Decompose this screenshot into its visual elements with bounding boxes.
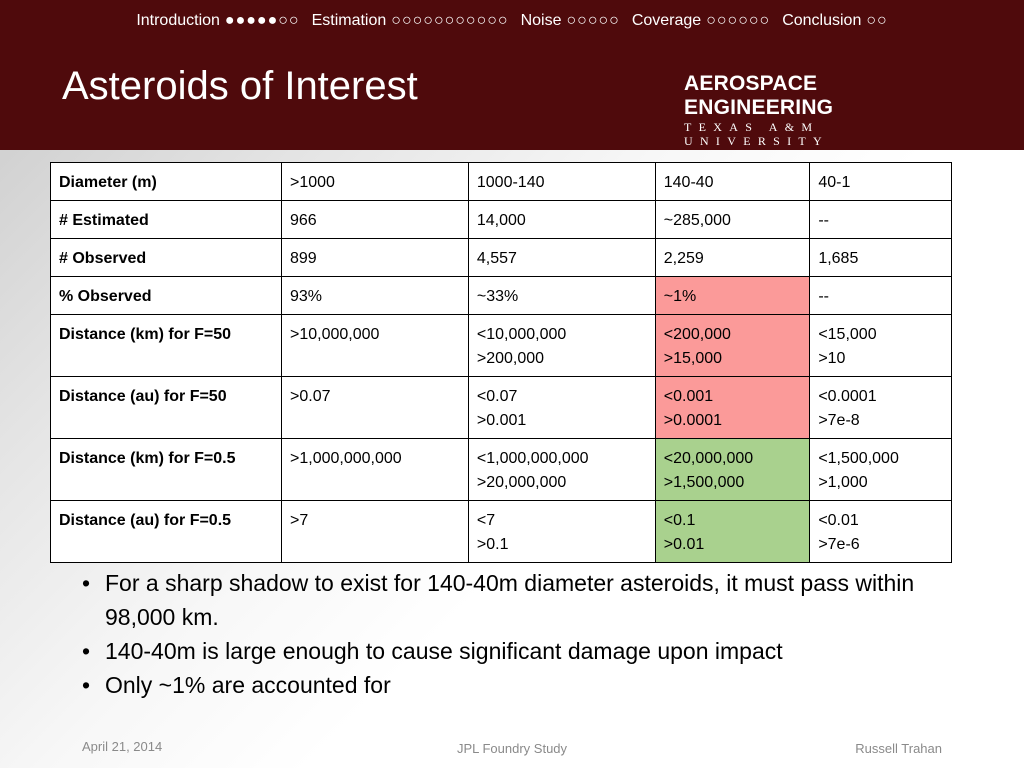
table-cell xyxy=(655,163,810,201)
table-cell xyxy=(655,501,810,563)
cell-value: >0.0001 xyxy=(663,412,723,429)
table-cell xyxy=(468,501,655,563)
table-cell xyxy=(810,277,952,315)
cell-value: >200,000 xyxy=(476,350,545,367)
cell-value: 140-40 xyxy=(663,174,714,191)
cell-value: >0.1 xyxy=(476,536,509,553)
table-cell xyxy=(810,377,952,439)
row-label: % Observed xyxy=(51,277,282,315)
cell-value: >15,000 xyxy=(663,350,723,367)
slide-header xyxy=(0,0,1024,150)
nav-progress-dots[interactable]: ●●●●●○○ xyxy=(224,12,300,29)
nav-section-label: Coverage xyxy=(631,12,702,29)
asteroid-table xyxy=(50,162,952,563)
bullet-item: • Only ~1% are accounted for xyxy=(80,668,940,702)
cell-value: 40-1 xyxy=(818,174,851,191)
cell-value: <0.0001 xyxy=(818,388,877,405)
cell-value: ~285,000 xyxy=(663,212,731,229)
cell-value: 899 xyxy=(290,250,317,267)
table-cell xyxy=(282,315,469,377)
cell-value: >0.01 xyxy=(663,536,705,553)
table-cell xyxy=(468,201,655,239)
table-cell xyxy=(655,377,810,439)
table-cell xyxy=(282,163,469,201)
nav-section-label: Introduction xyxy=(136,12,220,29)
table-cell xyxy=(282,501,469,563)
table-row xyxy=(51,201,952,239)
table-cell xyxy=(282,239,469,277)
table-cell xyxy=(655,239,810,277)
nav-section-estimation[interactable] xyxy=(312,12,509,30)
cell-value: >0.07 xyxy=(290,388,331,405)
university-logo xyxy=(684,72,966,148)
table-cell xyxy=(655,439,810,501)
table-row xyxy=(51,239,952,277)
bullet-item: • 140-40m is large enough to cause significant damage upon impact xyxy=(80,634,940,668)
table-row xyxy=(51,277,952,315)
logo-university: TEXAS A&M UNIVERSITY xyxy=(684,120,829,148)
cell-value: ~33% xyxy=(476,288,519,305)
row-label: Distance (km) for F=50 xyxy=(51,315,282,377)
cell-value: 4,557 xyxy=(476,250,517,267)
cell-value: 966 xyxy=(290,212,317,229)
cell-value: >0.001 xyxy=(476,412,527,429)
nav-section-label: Estimation xyxy=(311,12,387,29)
cell-value: >1,000 xyxy=(818,474,868,491)
table-cell xyxy=(810,163,952,201)
table-cell xyxy=(468,439,655,501)
table-cell xyxy=(282,201,469,239)
cell-value: 1,685 xyxy=(818,250,859,267)
table-cell xyxy=(282,377,469,439)
cell-value: 2,259 xyxy=(663,250,704,267)
table-cell xyxy=(810,201,952,239)
nav-progress-dots[interactable]: ○○○○○○○○○○○ xyxy=(391,12,509,29)
table-cell xyxy=(655,277,810,315)
cell-value: 1000-140 xyxy=(476,174,545,191)
table-cell xyxy=(810,239,952,277)
cell-value: <0.01 xyxy=(818,512,859,529)
cell-value: >20,000,000 xyxy=(476,474,567,491)
logo-department: AEROSPACE ENGINEERING xyxy=(684,72,834,119)
table-row xyxy=(51,501,952,563)
cell-value: <1,500,000 xyxy=(818,450,899,467)
nav-progress-dots[interactable]: ○○○○○○ xyxy=(706,12,771,29)
nav-section-noise[interactable] xyxy=(521,12,620,30)
cell-value: >1,000,000,000 xyxy=(290,450,402,467)
footer-title: JPL Foundry Study xyxy=(456,741,568,756)
table-cell xyxy=(468,163,655,201)
table-cell xyxy=(810,439,952,501)
footer-date: April 21, 2014 xyxy=(82,739,163,754)
section-navigation xyxy=(0,12,1024,30)
row-label: # Estimated xyxy=(51,201,282,239)
cell-value: >7e-6 xyxy=(818,536,860,553)
row-label: Distance (km) for F=0.5 xyxy=(51,439,282,501)
nav-section-conclusion[interactable] xyxy=(782,12,887,30)
table-cell xyxy=(282,439,469,501)
nav-section-label: Noise xyxy=(520,12,562,29)
footer-author: Russell Trahan xyxy=(855,741,942,756)
cell-value: ~1% xyxy=(663,288,697,305)
cell-value: <1,000,000,000 xyxy=(476,450,589,467)
cell-value: <200,000 xyxy=(663,326,731,343)
slide-title: Asteroids of Interest xyxy=(62,64,418,108)
cell-value: <7 xyxy=(476,512,496,529)
cell-value: 14,000 xyxy=(476,212,526,229)
table-cell xyxy=(655,315,810,377)
cell-value: <15,000 xyxy=(818,326,877,343)
table-row xyxy=(51,315,952,377)
cell-value: <0.001 xyxy=(663,388,714,405)
cell-value: >7e-8 xyxy=(818,412,860,429)
table-cell xyxy=(810,501,952,563)
row-label: Distance (au) for F=50 xyxy=(51,377,282,439)
table-row xyxy=(51,377,952,439)
nav-section-label: Conclusion xyxy=(782,12,862,29)
bullet-list xyxy=(80,566,940,702)
cell-value: >10,000,000 xyxy=(290,326,380,343)
table-cell xyxy=(282,277,469,315)
cell-value: <10,000,000 xyxy=(476,326,567,343)
cell-value: <20,000,000 xyxy=(663,450,754,467)
nav-progress-dots[interactable]: ○○ xyxy=(866,12,888,29)
cell-value: -- xyxy=(818,288,829,305)
cell-value: >1,500,000 xyxy=(663,474,745,491)
table-cell xyxy=(468,377,655,439)
table-cell xyxy=(468,239,655,277)
table-cell xyxy=(810,315,952,377)
nav-progress-dots[interactable]: ○○○○○ xyxy=(566,12,620,29)
cell-value: >10 xyxy=(818,350,846,367)
cell-value: <0.1 xyxy=(663,512,696,529)
cell-value: 93% xyxy=(290,288,323,305)
row-label: Distance (au) for F=0.5 xyxy=(51,501,282,563)
cell-value: <0.07 xyxy=(476,388,518,405)
cell-value: -- xyxy=(818,212,829,229)
cell-value: >7 xyxy=(290,512,309,529)
bullet-item: • For a sharp shadow to exist for 140-40m diameter asteroids, it must pass within 98,000 km. xyxy=(80,566,940,634)
table-row xyxy=(51,439,952,501)
table-cell xyxy=(468,315,655,377)
nav-section-introduction[interactable] xyxy=(136,12,299,30)
table-row xyxy=(51,163,952,201)
table-cell xyxy=(655,201,810,239)
nav-section-coverage[interactable] xyxy=(632,12,770,30)
row-label: # Observed xyxy=(51,239,282,277)
row-label: Diameter (m) xyxy=(51,163,282,201)
table-cell xyxy=(468,277,655,315)
cell-value: >1000 xyxy=(290,174,335,191)
